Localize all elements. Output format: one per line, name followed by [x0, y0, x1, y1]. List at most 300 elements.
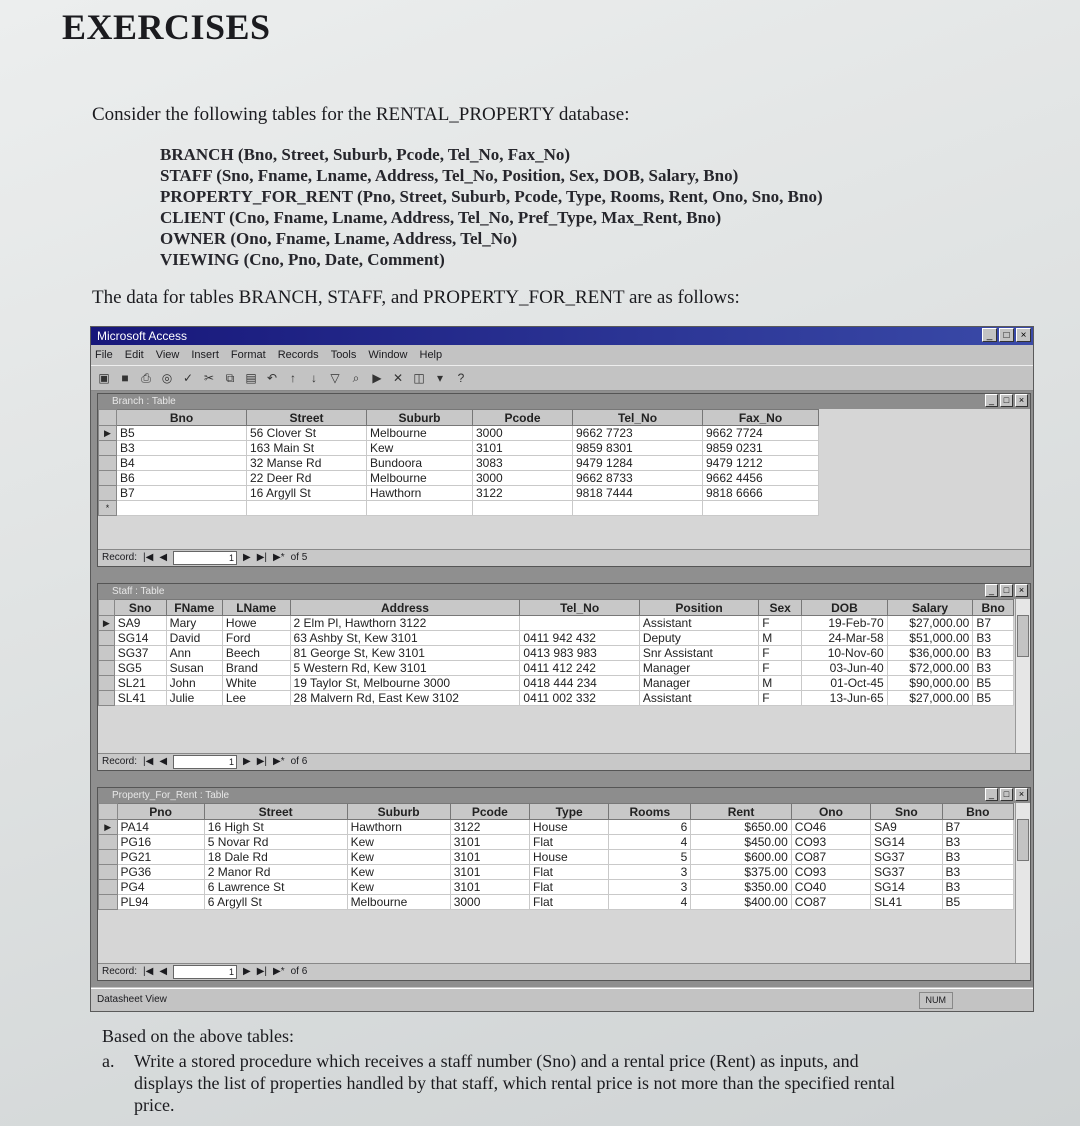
table-cell[interactable]: 0413 983 983 — [520, 646, 639, 661]
table-cell[interactable]: 4 — [609, 895, 691, 910]
record-selector[interactable] — [99, 456, 117, 471]
table-cell[interactable]: 6 Lawrence St — [204, 880, 347, 895]
table-cell[interactable]: Kew — [347, 850, 450, 865]
table-cell[interactable]: Lee — [222, 691, 290, 706]
table-cell[interactable]: B7 — [117, 486, 247, 501]
table-cell[interactable]: 3000 — [450, 895, 529, 910]
table-cell[interactable]: White — [222, 676, 290, 691]
table-cell[interactable]: $600.00 — [691, 850, 791, 865]
based-on-text: Based on the above tables: — [102, 1026, 294, 1046]
table-cell[interactable]: CO46 — [791, 820, 870, 835]
staff-vertical-scrollbar[interactable] — [1015, 599, 1030, 754]
table-cell[interactable]: Snr Assistant — [639, 646, 758, 661]
branch-record-nav — [98, 549, 1030, 566]
table-cell[interactable]: 16 Argyll St — [247, 486, 367, 501]
staff-header-tel[interactable]: Tel_No — [520, 600, 639, 616]
table-cell[interactable]: 22 Deer Rd — [247, 471, 367, 486]
property-header-street[interactable]: Street — [204, 804, 347, 820]
table-cell[interactable]: M — [759, 676, 802, 691]
staff-header-salary[interactable]: Salary — [887, 600, 973, 616]
save-icon[interactable]: ■ — [121, 371, 129, 385]
table-cell[interactable]: House — [530, 820, 609, 835]
record-selector[interactable] — [99, 471, 117, 486]
branch-header-bno[interactable]: Bno — [117, 410, 247, 426]
table-cell[interactable]: Howe — [222, 616, 290, 631]
record-selector-icon[interactable]: ▶ — [99, 820, 118, 835]
table-cell[interactable]: PL94 — [117, 895, 204, 910]
table-cell[interactable]: 0411 002 332 — [520, 691, 639, 706]
table-cell[interactable]: CO93 — [791, 865, 870, 880]
table-cell[interactable]: 163 Main St — [247, 441, 367, 456]
table-cell[interactable]: SG14 — [871, 835, 942, 850]
table-cell[interactable]: Bundoora — [367, 456, 473, 471]
table-cell[interactable]: 3 — [609, 865, 691, 880]
first-record-icon[interactable]: |◀ — [143, 756, 154, 767]
table-cell[interactable]: B3 — [942, 835, 1013, 850]
table-cell[interactable]: 3101 — [450, 850, 529, 865]
table-cell[interactable]: Mary — [166, 616, 222, 631]
table-cell[interactable]: John — [166, 676, 222, 691]
table-cell[interactable]: 18 Dale Rd — [204, 850, 347, 865]
table-cell[interactable]: B7 — [942, 820, 1013, 835]
table-cell[interactable]: $650.00 — [691, 820, 791, 835]
table-row[interactable] — [99, 631, 1014, 646]
print-icon[interactable]: ⎙ — [141, 371, 151, 385]
record-selector[interactable] — [99, 835, 118, 850]
table-cell[interactable]: 03-Jun-40 — [802, 661, 888, 676]
table-cell[interactable]: 56 Clover St — [247, 426, 367, 441]
table-row[interactable] — [99, 880, 1014, 895]
menu-tools[interactable]: Tools — [330, 349, 357, 361]
table-cell[interactable]: 9818 6666 — [703, 486, 819, 501]
record-selector-icon[interactable]: ▶ — [99, 426, 117, 441]
table-cell[interactable]: Flat — [530, 880, 609, 895]
menu-edit[interactable]: Edit — [124, 349, 144, 361]
schema-property: PROPERTY_FOR_RENT (Pno, Street, Suburb, Pcode, Type, Rooms, Rent, Ono, Sno, Bno) — [160, 187, 823, 206]
staff-header-fname[interactable]: FName — [166, 600, 222, 616]
branch-select-all[interactable] — [99, 410, 117, 426]
cut-icon[interactable]: ✂ — [203, 371, 215, 385]
table-cell[interactable]: Deputy — [639, 631, 758, 646]
schema-list — [160, 144, 823, 270]
table-cell[interactable]: Kew — [367, 441, 473, 456]
table-cell[interactable]: B5 — [942, 895, 1013, 910]
table-cell[interactable] — [520, 616, 639, 631]
table-cell[interactable]: 81 George St, Kew 3101 — [290, 646, 520, 661]
table-cell[interactable]: PG4 — [117, 880, 204, 895]
table-cell[interactable]: CO40 — [791, 880, 870, 895]
table-row[interactable] — [99, 835, 1014, 850]
table-cell[interactable]: F — [759, 661, 802, 676]
table-cell[interactable]: 63 Ashby St, Kew 3101 — [290, 631, 520, 646]
branch-title-text: Branch : Table — [112, 396, 176, 407]
table-cell[interactable]: SA9 — [871, 820, 942, 835]
branch-header-fax[interactable]: Fax_No — [703, 410, 819, 426]
find-icon[interactable]: ⌕ — [352, 371, 360, 385]
staff-header-address[interactable]: Address — [290, 600, 520, 616]
table-cell[interactable]: $27,000.00 — [887, 616, 973, 631]
branch-close-button[interactable]: × — [1015, 394, 1028, 407]
table-cell[interactable]: 3 — [609, 880, 691, 895]
next-record-icon[interactable]: ▶ — [243, 756, 251, 767]
branch-maximize-button[interactable]: □ — [1000, 394, 1013, 407]
prev-record-icon[interactable]: ◀ — [159, 756, 168, 767]
status-bar — [91, 988, 1033, 1011]
table-cell[interactable]: 9479 1212 — [703, 456, 819, 471]
menu-window[interactable]: Window — [368, 349, 408, 361]
staff-header-sex[interactable]: Sex — [759, 600, 802, 616]
view-icon[interactable]: ▣ — [98, 371, 110, 385]
staff-minimize-button[interactable]: _ — [985, 584, 998, 597]
staff-header-dob[interactable]: DOB — [802, 600, 888, 616]
table-cell[interactable]: 9859 8301 — [573, 441, 703, 456]
record-selector[interactable] — [99, 646, 115, 661]
menu-file[interactable]: File — [95, 349, 113, 361]
spelling-icon[interactable]: ✓ — [182, 371, 194, 385]
record-number-input[interactable]: 1 — [173, 755, 237, 769]
table-cell[interactable]: 24-Mar-58 — [802, 631, 888, 646]
table-cell[interactable]: PA14 — [117, 820, 204, 835]
table-row[interactable] — [99, 691, 1014, 706]
table-cell[interactable]: 28 Malvern Rd, East Kew 3102 — [290, 691, 520, 706]
table-cell[interactable]: F — [759, 691, 802, 706]
table-cell[interactable]: B3 — [942, 880, 1013, 895]
table-cell[interactable]: 01-Oct-45 — [802, 676, 888, 691]
table-cell[interactable]: B3 — [973, 646, 1014, 661]
table-cell[interactable]: B3 — [973, 661, 1014, 676]
table-cell[interactable]: B5 — [973, 691, 1014, 706]
table-cell[interactable]: 3000 — [473, 426, 573, 441]
table-cell[interactable]: Melbourne — [347, 895, 450, 910]
table-cell[interactable]: CO87 — [791, 850, 870, 865]
table-cell[interactable]: Melbourne — [367, 471, 473, 486]
table-row[interactable] — [99, 850, 1014, 865]
table-row[interactable] — [99, 895, 1014, 910]
new-object-icon[interactable]: ▾ — [436, 371, 444, 385]
scroll-thumb[interactable] — [1017, 615, 1029, 657]
sort-desc-icon[interactable]: ↓ — [311, 371, 317, 385]
record-selector[interactable] — [99, 691, 115, 706]
table-cell[interactable]: B5 — [973, 676, 1014, 691]
table-cell[interactable]: M — [759, 631, 802, 646]
table-cell[interactable]: B3 — [942, 850, 1013, 865]
table-cell[interactable]: 19 Taylor St, Melbourne 3000 — [290, 676, 520, 691]
table-cell[interactable]: 19-Feb-70 — [802, 616, 888, 631]
table-cell[interactable]: 3083 — [473, 456, 573, 471]
last-record-icon[interactable]: ▶| — [256, 756, 268, 767]
table-cell[interactable]: PG16 — [117, 835, 204, 850]
table-cell[interactable]: 3101 — [473, 441, 573, 456]
menu-format[interactable]: Format — [230, 349, 266, 361]
table-cell[interactable]: $51,000.00 — [887, 631, 973, 646]
table-cell[interactable]: SG37 — [114, 646, 166, 661]
table-cell[interactable]: 0411 412 242 — [520, 661, 639, 676]
table-row[interactable] — [99, 456, 819, 471]
paste-icon[interactable]: ▤ — [245, 371, 257, 385]
table-cell[interactable]: 9662 7724 — [703, 426, 819, 441]
table-row[interactable] — [99, 486, 819, 501]
table-cell[interactable]: SG37 — [871, 865, 942, 880]
table-cell[interactable]: House — [530, 850, 609, 865]
table-cell[interactable]: 0411 942 432 — [520, 631, 639, 646]
table-cell[interactable]: Kew — [347, 835, 450, 850]
record-selector-icon[interactable]: ▶ — [99, 616, 115, 631]
staff-header-bno[interactable]: Bno — [973, 600, 1014, 616]
property-header-rent[interactable]: Rent — [691, 804, 791, 820]
record-selector[interactable] — [99, 441, 117, 456]
staff-table-window — [97, 583, 1031, 771]
window-titlebar — [91, 327, 1033, 345]
table-cell[interactable]: 3122 — [450, 820, 529, 835]
table-cell[interactable]: 3101 — [450, 835, 529, 850]
table-cell[interactable]: 2 Manor Rd — [204, 865, 347, 880]
table-cell[interactable]: CO87 — [791, 895, 870, 910]
table-cell[interactable]: 4 — [609, 835, 691, 850]
new-record-nav-icon[interactable]: ▶* — [273, 966, 285, 977]
property-close-button[interactable]: × — [1015, 788, 1028, 801]
table-cell[interactable]: $90,000.00 — [887, 676, 973, 691]
new-record-icon[interactable]: * — [99, 501, 117, 516]
preview-icon[interactable]: ◎ — [161, 371, 173, 385]
record-selector[interactable] — [99, 631, 115, 646]
table-cell[interactable]: Hawthorn — [347, 820, 450, 835]
property-header-rooms[interactable]: Rooms — [609, 804, 691, 820]
table-cell[interactable]: Manager — [639, 661, 758, 676]
delete-record-icon[interactable]: ✕ — [392, 371, 404, 385]
table-cell[interactable]: 5 Western Rd, Kew 3101 — [290, 661, 520, 676]
staff-table-title — [98, 584, 1030, 599]
table-cell[interactable]: SG5 — [114, 661, 166, 676]
last-record-icon[interactable]: ▶| — [256, 966, 268, 977]
staff-maximize-button[interactable]: □ — [1000, 584, 1013, 597]
data-intro: The data for tables BRANCH, STAFF, and PROPERTY_FOR_RENT are as follows: — [92, 287, 740, 308]
table-row[interactable] — [99, 820, 1014, 835]
mdi-workspace — [91, 391, 1033, 987]
table-row[interactable] — [99, 616, 1014, 631]
last-record-icon[interactable]: ▶| — [256, 552, 268, 563]
menu-view[interactable]: View — [155, 349, 180, 361]
staff-header-sno[interactable]: Sno — [114, 600, 166, 616]
table-cell[interactable]: $450.00 — [691, 835, 791, 850]
table-row[interactable] — [99, 646, 1014, 661]
table-row[interactable] — [99, 865, 1014, 880]
property-title-text: Property_For_Rent : Table — [112, 790, 230, 801]
table-cell[interactable]: SG14 — [871, 880, 942, 895]
record-selector[interactable] — [99, 661, 115, 676]
staff-header-position[interactable]: Position — [639, 600, 758, 616]
table-cell[interactable]: Brand — [222, 661, 290, 676]
branch-minimize-button[interactable]: _ — [985, 394, 998, 407]
table-cell[interactable]: Hawthorn — [367, 486, 473, 501]
table-cell[interactable]: SG14 — [114, 631, 166, 646]
table-cell[interactable]: 9479 1284 — [573, 456, 703, 471]
table-cell[interactable]: 3101 — [450, 865, 529, 880]
table-row[interactable] — [99, 661, 1014, 676]
table-cell[interactable]: Flat — [530, 895, 609, 910]
table-cell[interactable]: B3 — [942, 865, 1013, 880]
table-cell[interactable]: Ford — [222, 631, 290, 646]
table-cell[interactable]: $400.00 — [691, 895, 791, 910]
num-lock-indicator: NUM — [919, 992, 954, 1009]
table-row[interactable] — [99, 471, 819, 486]
table-cell[interactable]: B7 — [973, 616, 1014, 631]
table-cell[interactable]: SL41 — [871, 895, 942, 910]
table-cell[interactable]: CO93 — [791, 835, 870, 850]
table-cell[interactable]: SG37 — [871, 850, 942, 865]
table-cell[interactable]: 32 Manse Rd — [247, 456, 367, 471]
table-cell[interactable]: 6 Argyll St — [204, 895, 347, 910]
record-label: Record: — [102, 966, 138, 977]
table-cell[interactable]: 9662 7723 — [573, 426, 703, 441]
record-selector[interactable] — [99, 676, 115, 691]
property-select-all[interactable] — [99, 804, 118, 820]
maximize-button[interactable]: □ — [999, 328, 1014, 342]
table-cell[interactable]: SL21 — [114, 676, 166, 691]
property-header-suburb[interactable]: Suburb — [347, 804, 450, 820]
next-record-icon[interactable]: ▶ — [243, 966, 251, 977]
table-cell[interactable]: $36,000.00 — [887, 646, 973, 661]
copy-icon[interactable]: ⧉ — [225, 371, 235, 385]
table-cell[interactable]: F — [759, 646, 802, 661]
table-cell[interactable]: 13-Jun-65 — [802, 691, 888, 706]
record-selector[interactable] — [99, 850, 118, 865]
next-record-icon[interactable]: ▶ — [243, 552, 251, 563]
table-cell[interactable]: Kew — [347, 865, 450, 880]
schema-client: CLIENT (Cno, Fname, Lname, Address, Tel_No, Pref_Type, Max_Rent, Bno) — [160, 208, 722, 227]
table-cell[interactable]: Beech — [222, 646, 290, 661]
table-cell[interactable]: 2 Elm Pl, Hawthorn 3122 — [290, 616, 520, 631]
table-cell[interactable]: Assistant — [639, 691, 758, 706]
table-cell[interactable]: 5 — [609, 850, 691, 865]
table-cell[interactable]: $350.00 — [691, 880, 791, 895]
table-cell[interactable]: 0418 444 234 — [520, 676, 639, 691]
table-cell[interactable]: PG36 — [117, 865, 204, 880]
property-header-bno[interactable]: Bno — [942, 804, 1013, 820]
table-cell[interactable]: 3000 — [473, 471, 573, 486]
branch-header-suburb[interactable]: Suburb — [367, 410, 473, 426]
close-button[interactable]: × — [1016, 328, 1031, 342]
database-icon[interactable]: ◫ — [413, 371, 425, 385]
intro-text: Consider the following tables for the RENTAL_PROPERTY database: — [92, 104, 630, 125]
table-cell[interactable]: Julie — [166, 691, 222, 706]
staff-header-lname[interactable]: LName — [222, 600, 290, 616]
table-row[interactable] — [99, 676, 1014, 691]
table-cell[interactable]: B5 — [117, 426, 247, 441]
scroll-thumb[interactable] — [1017, 819, 1029, 861]
new-record-icon[interactable]: ▶ — [372, 371, 382, 385]
table-cell[interactable]: 16 High St — [204, 820, 347, 835]
table-cell[interactable]: 9818 7444 — [573, 486, 703, 501]
branch-header-street[interactable]: Street — [247, 410, 367, 426]
table-cell[interactable]: Ann — [166, 646, 222, 661]
property-header-pno[interactable]: Pno — [117, 804, 204, 820]
new-record-nav-icon[interactable]: ▶* — [273, 552, 285, 563]
table-cell[interactable]: 3101 — [450, 880, 529, 895]
record-number-input[interactable]: 1 — [173, 965, 237, 979]
property-vertical-scrollbar[interactable] — [1015, 803, 1030, 964]
new-record-nav-icon[interactable]: ▶* — [273, 756, 285, 767]
help-icon[interactable]: ? — [457, 371, 465, 385]
record-selector[interactable] — [99, 880, 118, 895]
table-cell[interactable]: $72,000.00 — [887, 661, 973, 676]
undo-icon[interactable]: ↶ — [266, 371, 278, 385]
property-header-ono[interactable]: Ono — [791, 804, 870, 820]
menu-insert[interactable]: Insert — [191, 349, 219, 361]
table-cell[interactable]: $375.00 — [691, 865, 791, 880]
record-number-input[interactable]: 1 — [173, 551, 237, 565]
table-cell[interactable]: 9662 4456 — [703, 471, 819, 486]
table-cell[interactable]: SL41 — [114, 691, 166, 706]
minimize-button[interactable]: _ — [982, 328, 997, 342]
new-record-row[interactable] — [99, 501, 819, 516]
sort-asc-icon[interactable]: ↑ — [290, 371, 296, 385]
schema-viewing: VIEWING (Cno, Pno, Date, Comment) — [160, 250, 445, 269]
record-selector[interactable] — [99, 895, 118, 910]
table-cell[interactable]: Flat — [530, 835, 609, 850]
property-table-title — [98, 788, 1030, 803]
menu-help[interactable]: Help — [419, 349, 443, 361]
table-cell[interactable]: B3 — [973, 631, 1014, 646]
record-label: Record: — [102, 552, 138, 563]
property-header-sno[interactable]: Sno — [871, 804, 942, 820]
table-cell[interactable]: $27,000.00 — [887, 691, 973, 706]
table-cell[interactable]: B3 — [117, 441, 247, 456]
table-row[interactable] — [99, 441, 819, 456]
staff-close-button[interactable]: × — [1015, 584, 1028, 597]
branch-header-tel[interactable]: Tel_No — [573, 410, 703, 426]
table-cell[interactable]: PG21 — [117, 850, 204, 865]
menu-records[interactable]: Records — [277, 349, 319, 361]
first-record-icon[interactable]: |◀ — [143, 552, 154, 563]
table-cell[interactable]: Assistant — [639, 616, 758, 631]
table-cell[interactable]: 10-Nov-60 — [802, 646, 888, 661]
prev-record-icon[interactable]: ◀ — [159, 552, 168, 563]
table-cell[interactable]: Flat — [530, 865, 609, 880]
table-cell[interactable]: F — [759, 616, 802, 631]
property-maximize-button[interactable]: □ — [1000, 788, 1013, 801]
prev-record-icon[interactable]: ◀ — [159, 966, 168, 977]
branch-header-pcode[interactable]: Pcode — [473, 410, 573, 426]
table-cell[interactable]: Kew — [347, 880, 450, 895]
table-cell[interactable]: Susan — [166, 661, 222, 676]
record-count: of 5 — [290, 552, 308, 563]
table-cell[interactable]: B6 — [117, 471, 247, 486]
staff-select-all[interactable] — [99, 600, 115, 616]
window-title: Microsoft Access — [97, 329, 188, 343]
table-cell[interactable]: David — [166, 631, 222, 646]
table-cell[interactable]: Manager — [639, 676, 758, 691]
table-cell[interactable]: Melbourne — [367, 426, 473, 441]
branch-grid — [98, 409, 819, 516]
table-cell[interactable]: SA9 — [114, 616, 166, 631]
table-cell[interactable]: 6 — [609, 820, 691, 835]
table-cell[interactable]: 5 Novar Rd — [204, 835, 347, 850]
property-header-type[interactable]: Type — [530, 804, 609, 820]
filter-icon[interactable]: ▽ — [330, 371, 340, 385]
table-cell[interactable]: 3122 — [473, 486, 573, 501]
record-selector[interactable] — [99, 486, 117, 501]
first-record-icon[interactable]: |◀ — [143, 966, 154, 977]
record-count: of 6 — [290, 756, 308, 767]
property-header-pcode[interactable]: Pcode — [450, 804, 529, 820]
exercise-a-text: Write a stored procedure which receives a staff number (Sno) and a rental price (Rent) as inputs, and displays the list of properties handled by that staff, which rental price is not more than the specified rental price. — [134, 1051, 895, 1115]
table-cell[interactable]: B4 — [117, 456, 247, 471]
record-selector[interactable] — [99, 865, 118, 880]
table-cell[interactable]: 9859 0231 — [703, 441, 819, 456]
table-row[interactable] — [99, 426, 819, 441]
property-minimize-button[interactable]: _ — [985, 788, 998, 801]
table-cell[interactable]: 9662 8733 — [573, 471, 703, 486]
